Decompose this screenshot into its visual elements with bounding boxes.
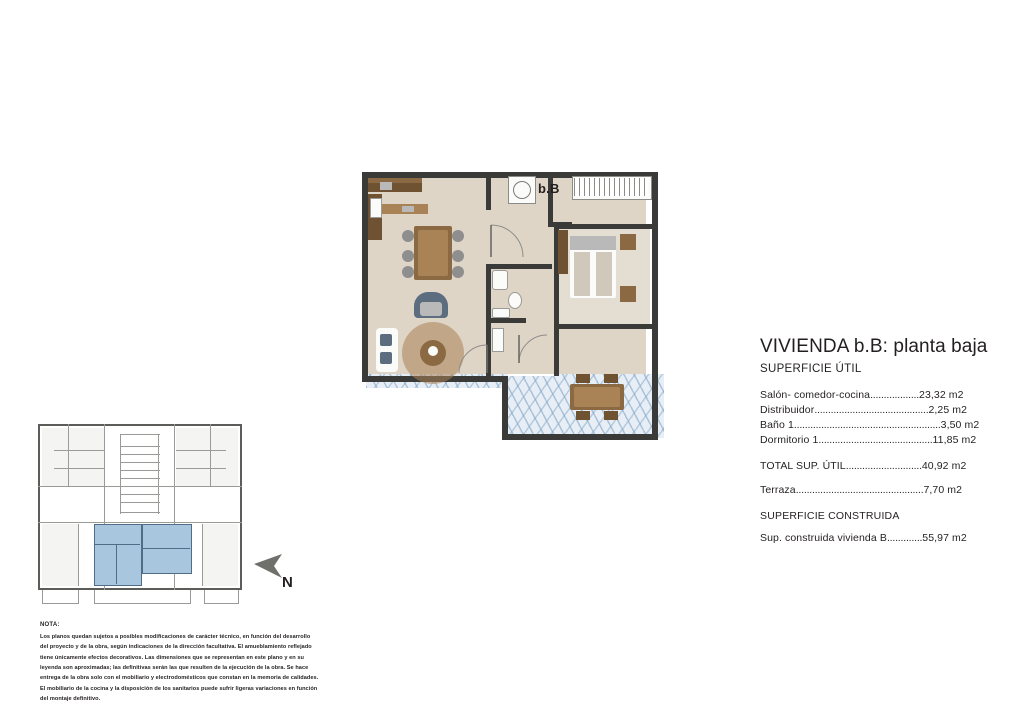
sliding-door: [508, 374, 554, 376]
north-arrow: [252, 548, 302, 594]
toilet: [508, 292, 522, 309]
note-line: leyenda son aproximadas; las definitivas serán las que resulten de la ejecución de la obra. Se hace: [40, 665, 309, 672]
nightstand-1: [620, 234, 636, 250]
terrace-leader: ...............................................: [795, 484, 924, 496]
coffee-table-object: [428, 346, 438, 356]
wall-right: [652, 172, 658, 440]
area-name: Dormitorio 1: [760, 434, 819, 446]
wall-int-bedroom-top: [554, 224, 654, 229]
area-name: Salón- comedor-cocina: [760, 389, 871, 401]
terrace-table-top: [574, 387, 620, 407]
floor-plan: [358, 168, 668, 440]
sofa-cushion-2: [380, 352, 392, 364]
dining-chair-1: [402, 230, 414, 242]
sofa-cushion-1: [380, 334, 392, 346]
wall-int-kitchen: [486, 172, 491, 210]
area-row: [760, 389, 1010, 401]
area-leader: ......................................................: [793, 419, 941, 431]
note-line: Los planos quedan sujetos a posibles modificaciones de carácter técnico, en función del desarrollo: [40, 634, 311, 640]
wall-terrace-left: [502, 376, 508, 440]
terrace-area-row: [760, 484, 1010, 496]
washbasin: [492, 308, 510, 318]
useful-area-heading: SUPERFICIE ÚTIL: [760, 363, 862, 375]
page-title: VIVIENDA b.B: planta baja: [760, 336, 988, 357]
terrace-chair-4: [604, 411, 618, 420]
north-label: N: [282, 574, 293, 591]
info-panel: [760, 336, 1010, 547]
armchair-cushion: [420, 302, 442, 316]
area-leader: ..........................................: [814, 404, 929, 416]
area-row: [760, 434, 1010, 446]
bed-sheet-right: [596, 252, 612, 296]
area-value: 11,85 m2: [932, 434, 977, 446]
spacer: [760, 475, 1010, 484]
note-heading: NOTA:: [40, 622, 60, 628]
total-name: TOTAL SUP. ÚTIL: [760, 460, 846, 472]
dining-chair-6: [452, 266, 464, 278]
kitchen-oven: [370, 198, 382, 218]
area-value: 23,32 m2: [919, 389, 964, 401]
terrace-value: 7,70 m2: [923, 484, 963, 496]
window-top-blinds: [574, 178, 648, 196]
wall-bottom-terrace: [502, 434, 658, 440]
unit-label-circle: [513, 181, 531, 199]
note-line: El mobiliario de la cocina y la disposición de los sanitarios puede sufrir ligeras variaciones en función: [40, 685, 318, 692]
spacer: [760, 499, 1010, 510]
terrace-chair-2: [604, 374, 618, 383]
note-line: entrega de la obra solo con el mobiliario y electrodomésticos que constan en la memoria de calidades.: [40, 675, 319, 682]
area-row: [760, 419, 1010, 431]
terrace-name: Terraza: [760, 484, 796, 496]
total-leader: ............................: [845, 460, 922, 472]
terrace-chair-3: [576, 411, 590, 420]
area-leader: ..........................................: [818, 434, 933, 446]
terrace-chair-1: [576, 374, 590, 383]
nightstand-2: [620, 286, 636, 302]
dining-chair-4: [452, 230, 464, 242]
dining-table-top: [418, 230, 448, 276]
dining-chair-2: [402, 250, 414, 262]
kitchen-sink: [402, 206, 414, 212]
unit-label: b.B: [538, 181, 560, 196]
area-name: Distribuidor: [760, 404, 815, 416]
built-leader: .............: [886, 532, 923, 544]
bed-sheet-left: [574, 252, 590, 296]
note-block: [40, 622, 330, 704]
window-bedroom: [650, 238, 652, 294]
kitchen-hob: [380, 182, 392, 190]
door-swing-2: [458, 344, 488, 374]
dining-chair-5: [452, 250, 464, 262]
north-arrow-icon: [252, 548, 302, 594]
highlighted-unit: [94, 524, 142, 586]
built-area-row: [760, 532, 1010, 544]
wall-int-1: [548, 172, 553, 222]
total-area-row: [760, 460, 1010, 472]
built-value: 55,97 m2: [922, 532, 967, 544]
note-line: del proyecto y de la obra, según indicaciones de la dirección facultativa. El amueblamiento reflejado: [40, 644, 312, 651]
built-name: Sup. construida vivienda B: [760, 532, 887, 544]
note-line: tiene únicamente efectos decorativos. Las dimensiones que se representan en este plano y en su: [40, 654, 304, 661]
dining-chair-3: [402, 266, 414, 278]
note-text: [40, 632, 330, 704]
area-leader: ..................: [870, 389, 919, 401]
door-swing-1: [490, 224, 524, 258]
wardrobe: [558, 230, 568, 274]
total-value: 40,92 m2: [921, 460, 967, 472]
door-swing-3: [518, 334, 548, 364]
built-area-heading: SUPERFICIE CONSTRUIDA: [760, 510, 900, 522]
wall-int-bath-bottom: [486, 318, 526, 323]
bed-headboard: [570, 236, 616, 250]
shower: [492, 328, 504, 352]
kitchen-counter-edge: [368, 178, 422, 183]
area-value: 2,25 m2: [928, 404, 968, 416]
key-plan: [38, 424, 242, 606]
spacer: [760, 449, 1010, 460]
bathtub: [492, 270, 508, 290]
wall-int-bedroom-bottom: [554, 324, 654, 329]
area-name: Baño 1: [760, 419, 794, 431]
area-value: 3,50 m2: [940, 419, 980, 431]
wall-int-bath-top: [486, 264, 552, 269]
note-line: del montaje definitivo.: [40, 696, 101, 703]
area-row: [760, 404, 1010, 416]
